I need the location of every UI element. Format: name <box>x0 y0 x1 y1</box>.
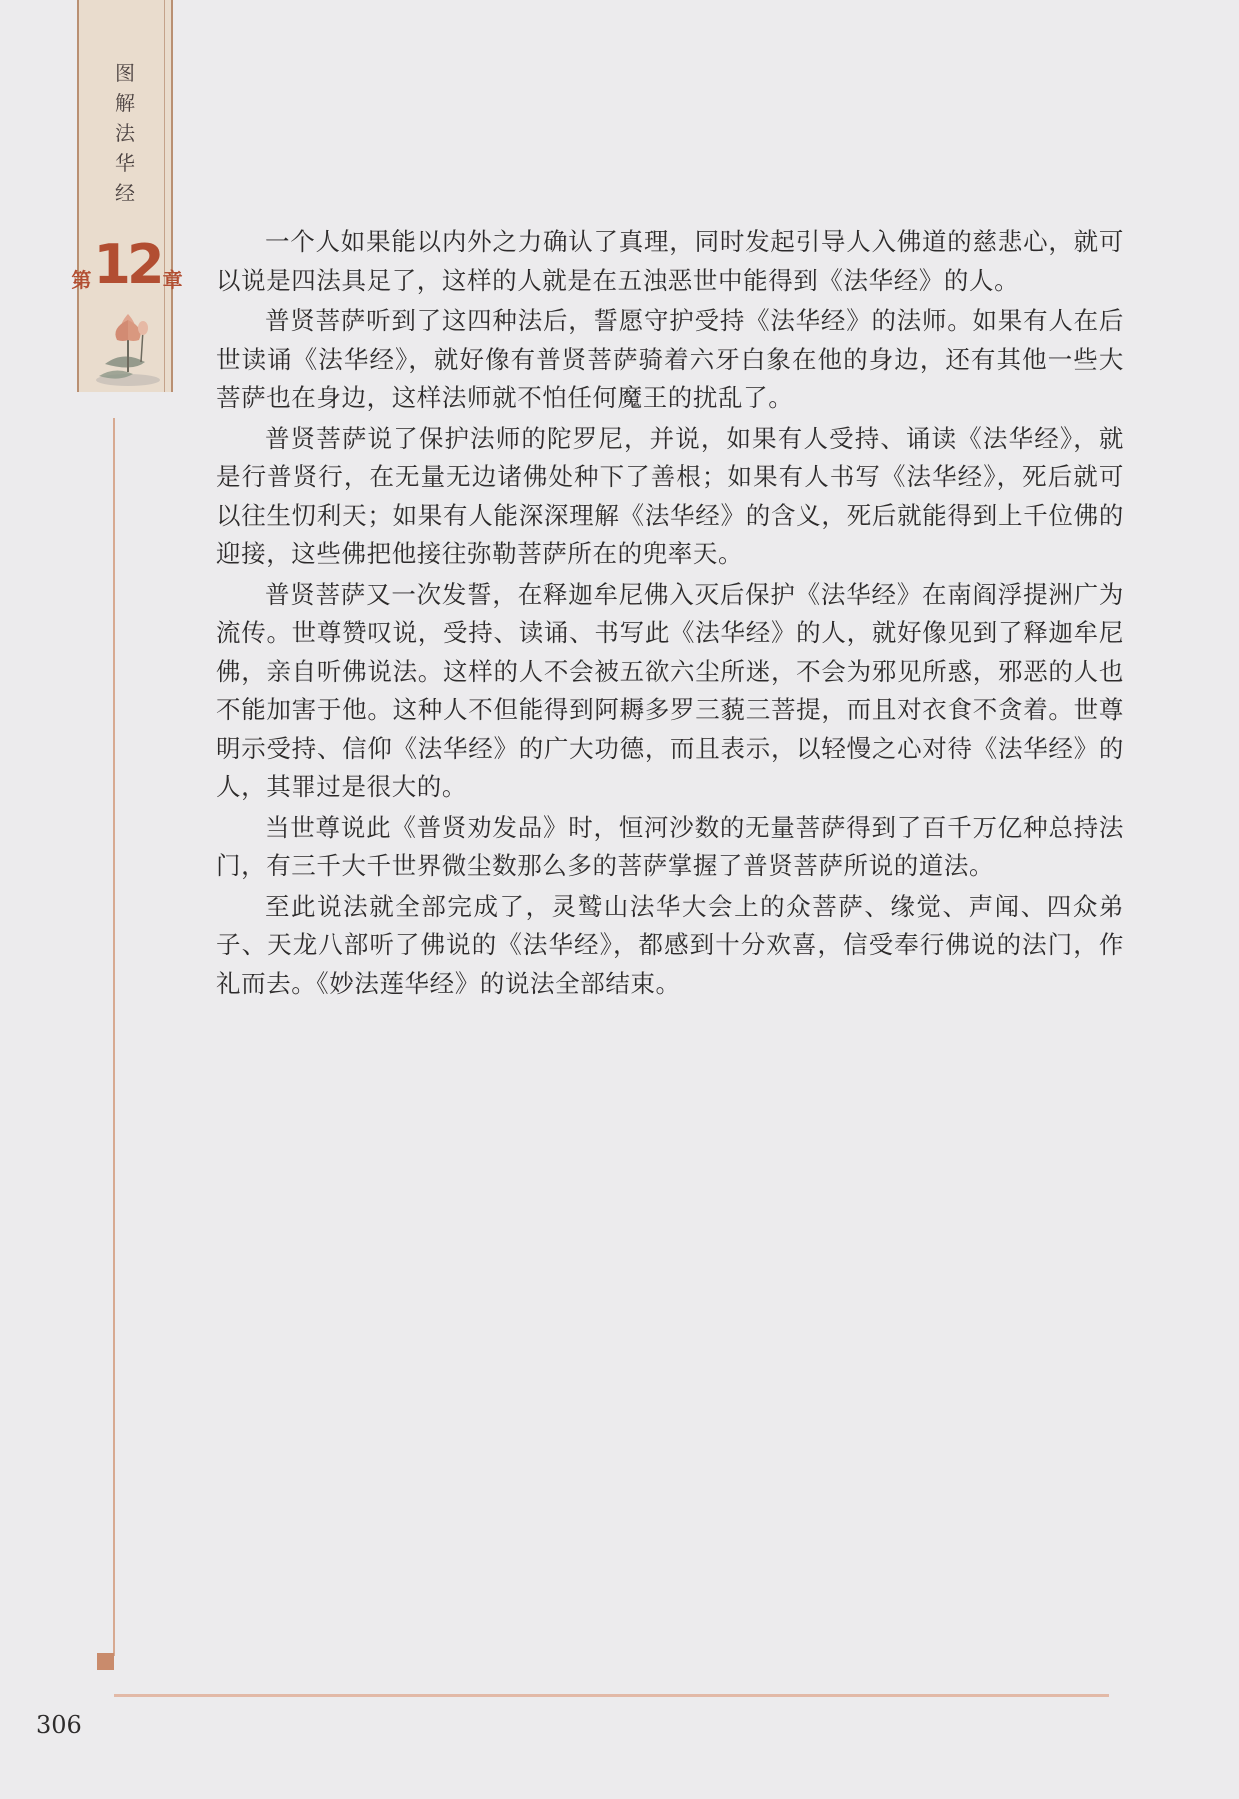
book-title-char: 经 <box>115 181 135 205</box>
body-text <box>216 223 1124 1003</box>
paragraph: 当世尊说此《普贤劝发品》时，恒河沙数的无量菩萨得到了百千万亿种总持法门，有三千大千世界微尘数那么多的菩萨掌握了普贤菩萨所说的道法。 <box>216 812 1124 880</box>
corner-square-ornament <box>97 1653 114 1670</box>
book-title <box>79 58 171 208</box>
paragraph: 普贤菩萨又一次发誓，在释迦牟尼佛入灭后保护《法华经》在南阎浮提洲广为流传。世尊赞叹说，受持、读诵、书写此《法华经》的人，就好像见到了释迦牟尼佛，亲自听佛说法。这样的人不会被五欲六尘所迷，不会为邪见所惑，邪恶的人也不能加害于他。这种人不但能得到阿耨多罗三藐三菩提，而且对衣食不贪着。世尊明示受持、信仰《法华经》的广大功德，而且表示，以轻慢之心对待《法华经》的人，其罪过是很大的。 <box>216 579 1124 801</box>
lotus-illustration-icon <box>93 300 163 388</box>
book-title-char: 图 <box>115 61 135 85</box>
left-margin-rule <box>113 418 115 1656</box>
paragraph: 普贤菩萨听到了这四种法后，誓愿守护受持《法华经》的法师。如果有人在后世读诵《法华经》，就好像有普贤菩萨骑着六牙白象在他的身边，还有其他一些大菩萨也在身边，这样法师就不怕任何魔王的扰乱了。 <box>216 306 1124 412</box>
footer-rule <box>114 1694 1109 1697</box>
page-number: 306 <box>36 1711 82 1739</box>
chapter-suffix: 章 <box>162 268 183 292</box>
paragraph: 普贤菩萨说了保护法师的陀罗尼，并说，如果有人受持、诵读《法华经》，就是行普贤行，在无量无边诸佛处种下了善根；如果有人书写《法华经》，死后就可以往生忉利天；如果有人能深深理解《法华经》的含义，死后就能得到上千位佛的迎接，这些佛把他接往弥勒菩萨所在的兜率天。 <box>216 423 1124 568</box>
book-title-char: 解 <box>115 91 135 115</box>
paragraph: 一个人如果能以内外之力确认了真理，同时发起引导人入佛道的慈悲心，就可以说是四法具足了，这样的人就是在五浊恶世中能得到《法华经》的人。 <box>216 227 1124 295</box>
chapter-label <box>71 233 183 296</box>
chapter-number: 12 <box>93 233 161 296</box>
book-title-char: 法 <box>115 121 135 145</box>
paragraph: 至此说法就全部完成了，灵鹫山法华大会上的众菩萨、缘觉、声闻、四众弟子、天龙八部听了佛说的《法华经》，都感到十分欢喜，信受奉行佛说的法门，作礼而去。《妙法莲华经》的说法全部结束。 <box>216 891 1124 998</box>
chapter-side-tab <box>71 0 183 392</box>
book-title-char: 华 <box>115 151 135 175</box>
chapter-prefix: 第 <box>71 268 92 292</box>
